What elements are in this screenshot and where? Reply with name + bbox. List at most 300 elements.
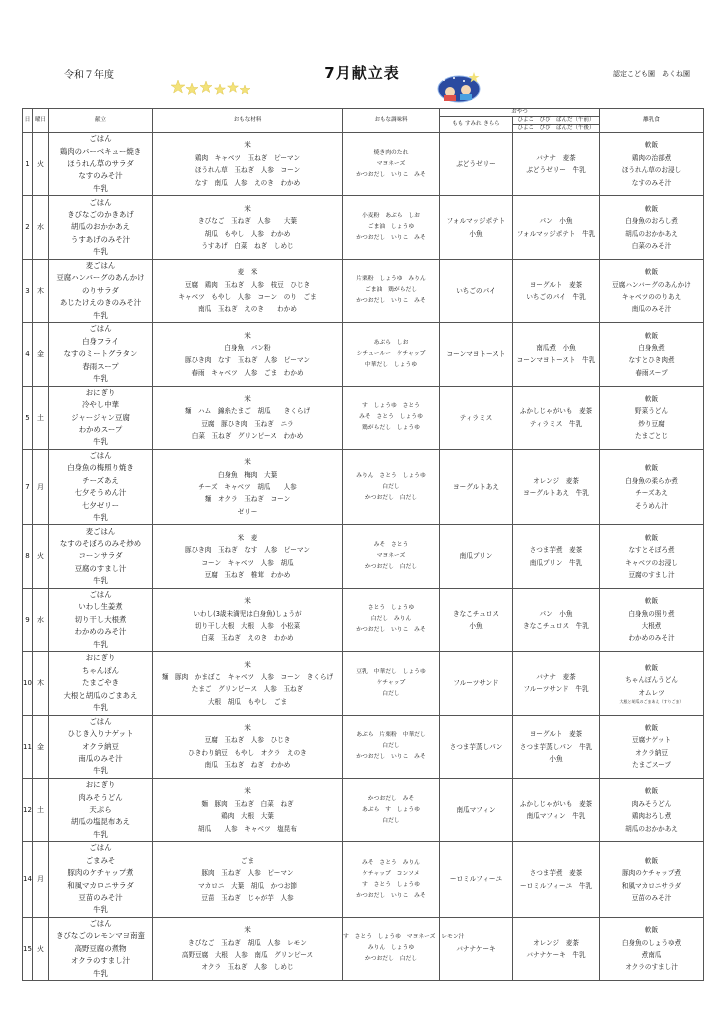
rinyu-cell-line: 鶏肉の治部煮: [631, 153, 672, 162]
rinyu-cell-line: 白菜のみそ汁: [631, 241, 672, 250]
menu-cell-line: 牛乳: [93, 576, 108, 586]
menu-cell-line: ごまみそ: [85, 855, 116, 865]
ingredients-cell-line: 麺 オクラ 玉ねぎ コーン: [204, 495, 291, 504]
menu-cell-line: ごはん: [89, 716, 112, 726]
seasonings-cell-line: あぶら 片栗粉 中華だし: [356, 732, 426, 739]
oyatsu-younger-cell: [513, 259, 600, 322]
ingredients-cell-line: 鶏肉 大根 大葉: [221, 812, 274, 821]
menu-cell: [49, 525, 153, 588]
rinyu-cell-line: 炒り豆腐: [638, 419, 665, 428]
seasonings-cell-line: す しょうゆ さとう: [362, 403, 420, 410]
seasonings-cell: [343, 133, 440, 196]
day-number: 15: [23, 917, 33, 980]
rinyu-cell-line: たまごとじ: [635, 432, 668, 441]
weekday: 金: [33, 715, 49, 778]
ingredients-cell: [153, 917, 343, 980]
seasonings-cell-line: ケチャップ: [376, 679, 406, 686]
ingredients-cell-line: いわし(3歳未満児は白身魚)しょうが: [193, 609, 302, 618]
menu-cell-line: ごはん: [89, 197, 112, 207]
menu-cell-line: ちゃんぽん: [82, 665, 119, 675]
rinyu-cell-line: 春雨スープ: [635, 368, 668, 377]
ingredients-cell-line: 春雨 キャベツ 人参 ごま わかめ: [191, 368, 304, 377]
day-number: 5: [23, 386, 33, 449]
ingredients-cell-line: コーン キャベツ 人参 胡瓜: [201, 558, 294, 567]
rinyu-cell-line: 軟飯: [644, 663, 659, 672]
star-icon: [215, 84, 226, 94]
rinyu-cell-line: 煮南瓜: [641, 950, 662, 959]
seasonings-cell-line: 白だし: [382, 743, 400, 750]
oyatsu-older-cell-line: フルーツサンド: [453, 679, 499, 688]
oyatsu-older-cell: [440, 588, 513, 651]
oyatsu-younger-cell: [513, 652, 600, 715]
seasonings-cell: [343, 652, 440, 715]
ingredients-cell-line: きびなご 玉ねぎ 胡瓜 人参 レモン: [188, 938, 307, 947]
table-row: [23, 588, 704, 651]
oyatsu-older-cell-line: ぶどうゼリー: [456, 159, 496, 168]
menu-cell: [49, 449, 153, 524]
weekday: 水: [33, 196, 49, 259]
menu-cell-line: 春雨スープ: [82, 361, 119, 371]
menu-cell-line: 白身魚の梅照り焼き: [67, 463, 134, 473]
oyatsu-older-cell-line: 小魚: [469, 621, 483, 630]
weekday: 月: [33, 449, 49, 524]
table-row: [23, 715, 704, 778]
oyatsu-older-cell-line: きなこチュロス: [453, 609, 499, 618]
oyatsu-younger-cell-line: いちごのパイ 牛乳: [526, 292, 586, 301]
rinyu-cell-line: 軟飯: [644, 464, 659, 473]
weekday: 土: [33, 778, 49, 841]
oyatsu-younger-cell-line: さつま芋煮 麦茶: [529, 869, 583, 878]
seasonings-cell: [343, 449, 440, 524]
star-icon: [240, 85, 250, 94]
oyatsu-younger-cell-line: ヨーグルト 麦茶: [529, 280, 583, 289]
menu-cell-line: おにぎり: [85, 653, 116, 663]
menu-cell: [49, 715, 153, 778]
oyatsu-younger-cell-line: 南瓜マフィン 牛乳: [526, 812, 586, 821]
oyatsu-younger-cell-line: コーンマヨトースト 牛乳: [516, 356, 596, 365]
oyatsu-older-cell-line: 南瓜マフィン: [456, 805, 496, 814]
ingredients-cell-line: うすあげ 白菜 ねぎ しめじ: [201, 241, 294, 250]
menu-cell-line: 麦ごはん: [85, 260, 116, 270]
ingredients-cell-line: 豆腐 鶏肉 玉ねぎ 人参 枝豆 ひじき: [184, 280, 311, 289]
oyatsu-younger-cell: [513, 842, 600, 917]
rinyu-cell-line: 白身魚のおろし煮: [625, 217, 678, 226]
oyatsu-younger-cell-line: 南瓜煮 小魚: [536, 343, 576, 352]
rinyu-cell-line: キャベツのお浸し: [625, 558, 678, 567]
rinyu-cell-line: オムレツ: [638, 688, 665, 697]
seasonings-cell: [343, 842, 440, 917]
oyatsu-younger-cell-line: ヨーグルト 麦茶: [529, 730, 583, 739]
ingredients-cell-line: 米: [244, 394, 251, 403]
ingredients-cell-line: 南瓜 玉ねぎ ねぎ わかめ: [204, 761, 291, 770]
ingredients-cell: [153, 652, 343, 715]
ingredients-cell-line: 鶏肉 キャベツ 玉ねぎ ピーマン: [194, 153, 301, 162]
seasonings-cell-line: 中華だし しょうゆ: [364, 361, 418, 368]
seasonings-cell-line: 焼き肉のたれ: [373, 149, 409, 156]
day-number: 7: [23, 449, 33, 524]
day-number: 1: [23, 133, 33, 196]
oyatsu-younger-cell-line: バナナ 麦茶: [536, 153, 576, 162]
menu-cell-line: いわし生姜煮: [78, 602, 123, 612]
oyatsu-older-cell-line: フォルマッジポテト: [446, 217, 506, 226]
table-row: [23, 652, 704, 715]
ingredients-cell-line: 麺 豚肉 かまぼこ キャベツ 人参 コーン きくらげ: [161, 672, 334, 681]
seasonings-cell-line: かつおだし いりこ みそ: [356, 171, 426, 178]
weekday: 火: [33, 133, 49, 196]
ingredients-cell: [153, 133, 343, 196]
rinyu-cell-line: たまごスープ: [632, 761, 671, 770]
fiscal-year: 令和７年度: [64, 70, 114, 81]
seasonings-cell-line: かつおだし みそ: [367, 795, 415, 802]
menu-cell-line: 和風マカロニサラダ: [67, 880, 134, 890]
menu-cell-line: のりサラダ: [82, 285, 119, 295]
oyatsu-younger-cell-line: フォルマッジポテト 牛乳: [516, 229, 596, 238]
rinyu-cell-line: 豆腐ハンバーグのあんかけ: [612, 280, 691, 289]
weekday: 金: [33, 323, 49, 386]
oyatsu-younger-cell: [513, 715, 600, 778]
ingredients-cell-line: 豚ひき肉 玉ねぎ なす 人参 ピーマン: [184, 546, 311, 555]
ingredients-cell: [153, 386, 343, 449]
menu-cell: [49, 917, 153, 980]
rinyu-cell-line: 野菜うどん: [635, 407, 668, 416]
oyatsu-younger-cell-line: ぶどうゼリー 牛乳: [526, 166, 586, 175]
oyatsu-younger-cell-line: パン 小魚: [539, 609, 573, 618]
weekday: 木: [33, 259, 49, 322]
menu-cell-line: たまごやき: [82, 678, 119, 688]
menu-cell-line: 七夕ゼリー: [82, 500, 119, 510]
ingredients-cell-line: キャベツ もやし 人参 コーン のり ごま: [178, 292, 317, 301]
ingredients-cell-line: 米: [244, 141, 251, 150]
menu-cell-line: 胡瓜の塩昆布あえ: [70, 817, 131, 827]
menu-cell-line: きびなごのレモンマヨ南蛮: [56, 931, 145, 941]
col-seasonings: おもな調味料: [343, 109, 440, 133]
rinyu-cell-line: キャベツののりあえ: [621, 292, 682, 301]
seasonings-cell-line: みりん さとう しょうゆ: [356, 472, 426, 479]
rinyu-cell-line: 軟飯: [644, 394, 659, 403]
ingredients-cell-line: 米: [244, 458, 251, 467]
oyatsu-younger-cell: [513, 196, 600, 259]
weekday: 土: [33, 386, 49, 449]
ingredients-cell-line: ほうれん草 玉ねぎ 人参 コーン: [194, 166, 301, 175]
rinyu-cell-line: 白身魚の照り煮: [628, 609, 675, 618]
oyatsu-younger-cell-line: きなこチュロス 牛乳: [523, 621, 589, 630]
ingredients-cell-line: 米: [244, 597, 251, 606]
rinyu-cell-line: 軟飯: [644, 597, 659, 606]
ingredients-cell-line: オクラ 玉ねぎ 人参 しめじ: [201, 963, 294, 972]
menu-cell: [49, 588, 153, 651]
seasonings-cell: [343, 196, 440, 259]
menu-cell-line: ごはん: [89, 324, 112, 334]
ingredients-cell: [153, 525, 343, 588]
oyatsu-younger-cell-line: 南瓜プリン 牛乳: [529, 558, 583, 567]
menu-cell: [49, 133, 153, 196]
oyatsu-older-cell: [440, 386, 513, 449]
oyatsu-older-cell: [440, 917, 513, 980]
rinyu-cell-line: 軟飯: [644, 856, 659, 865]
rinyu-cell-line: 軟飯: [644, 533, 659, 542]
col-rinyu: 離乳食: [600, 109, 704, 133]
seasonings-cell-line: あぶら しお: [373, 339, 409, 346]
stars-decoration: [172, 78, 252, 100]
seasonings-cell-line: マヨネーズ: [376, 553, 406, 560]
ingredients-cell: [153, 778, 343, 841]
menu-cell-line: チーズあえ: [82, 475, 119, 485]
seasonings-cell: [343, 715, 440, 778]
table-row: [23, 917, 704, 980]
seasonings-cell-line: ごま油 しょうゆ: [367, 224, 415, 231]
ingredients-cell-line: 米: [244, 204, 251, 213]
oyatsu-younger-cell-line: バナナ 麦茶: [536, 672, 576, 681]
menu-cell-line: 鶏肉のバーベキュー焼き: [59, 146, 142, 156]
ingredients-cell-line: 豚肉 玉ねぎ 人参 ピーマン: [201, 869, 294, 878]
oyatsu-younger-cell-line: オレンジ 麦茶: [533, 476, 579, 485]
seasonings-cell: [343, 386, 440, 449]
ingredients-cell-line: マカロニ 大葉 胡瓜 かつお節: [198, 881, 297, 890]
oyatsu-older-cell: [440, 525, 513, 588]
menu-cell-line: 麦ごはん: [85, 526, 116, 536]
ingredients-cell-line: 豚ひき肉 なす 玉ねぎ 人参 ピーマン: [184, 356, 311, 365]
col-weekday: 曜日: [33, 109, 49, 133]
table-row: [23, 525, 704, 588]
rinyu-cell: [600, 715, 704, 778]
table-row: [23, 196, 704, 259]
seasonings-cell-line: かつおだし 白だし: [364, 956, 418, 963]
rinyu-cell: [600, 842, 704, 917]
seasonings-cell-line: かつおだし いりこ みそ: [356, 298, 426, 305]
seasonings-cell-line: 片栗粉 しょうゆ みりん: [356, 276, 426, 283]
oyatsu-younger-cell-line: 小魚: [549, 754, 563, 763]
menu-cell-line: 牛乳: [93, 373, 108, 383]
oyatsu-older-cell-line: いちごのパイ: [456, 286, 496, 295]
ingredients-cell-line: 白身魚 パン粉: [224, 343, 271, 352]
day-number: 8: [23, 525, 33, 588]
oyatsu-older-cell-line: 南瓜プリン: [459, 552, 493, 561]
school-name: 認定こども園 あくね園: [613, 70, 690, 78]
seasonings-cell-line: 白だし: [382, 690, 400, 697]
rinyu-cell-line: 白身魚のしょうゆ煮: [621, 938, 682, 947]
menu-cell-line: 大根と胡瓜のごまあえ: [63, 690, 138, 700]
rinyu-cell-line: 軟飯: [644, 926, 659, 935]
rinyu-cell-line: 鶏肉おろし煮: [631, 812, 672, 821]
seasonings-cell-line: 白だし: [382, 817, 400, 824]
col-ingredients: おもな材料: [153, 109, 343, 133]
menu-cell-line: おにぎり: [85, 387, 116, 397]
day-number: 11: [23, 715, 33, 778]
oyatsu-younger-cell-line: ふかしじゃがいも 麦茶: [519, 799, 593, 808]
rinyu-cell: [600, 778, 704, 841]
ingredients-cell-line: 豆腐 玉ねぎ 椎茸 わかめ: [204, 570, 291, 579]
col-oyatsu-younger-am: ひよこ ぴぴ ぱんだ（午前）: [513, 117, 600, 125]
seasonings-cell-line: かつおだし 白だし: [364, 564, 418, 571]
star-icon: [200, 81, 212, 93]
rinyu-cell: [600, 652, 704, 715]
seasonings-cell-line: かつおだし いりこ みそ: [356, 892, 426, 899]
seasonings-cell-line: かつおだし 白だし: [364, 494, 418, 501]
seasonings-cell-line: さとう しょうゆ: [367, 605, 415, 612]
rinyu-cell-line: 胡瓜のおかかあえ: [625, 229, 678, 238]
rinyu-cell-line: 軟飯: [644, 723, 659, 732]
menu-cell-line: 豆腐のすまし汁: [74, 563, 127, 573]
oyatsu-younger-cell-line: さつま芋煮 麦茶: [529, 546, 583, 555]
oyatsu-younger-cell-line: ふかしじゃがいも 麦茶: [519, 407, 593, 416]
rinyu-cell-line: なすとひき肉煮: [628, 356, 675, 365]
menu-cell-line: ほうれん草のサラダ: [67, 158, 134, 168]
ingredients-cell-line: 米: [244, 926, 251, 935]
ingredients-cell-line: 麺 ハム 錦糸たまご 胡瓜 きくらげ: [184, 407, 311, 416]
oyatsu-older-cell: [440, 449, 513, 524]
day-number: 14: [23, 842, 33, 917]
ingredients-cell-line: 米: [244, 660, 251, 669]
ingredients-cell: [153, 259, 343, 322]
rinyu-cell-line: 白身魚の柔らか煮: [625, 476, 678, 485]
rinyu-cell: [600, 323, 704, 386]
menu-cell-line: うすあげのみそ汁: [70, 234, 131, 244]
ingredients-cell: [153, 196, 343, 259]
ingredients-cell-line: 大根 胡瓜 もやし ごま: [207, 697, 288, 706]
rinyu-cell-line: なすとそぼろ煮: [628, 546, 675, 555]
menu-cell-line: コーンサラダ: [78, 551, 123, 561]
seasonings-cell-line: す さとう しょうゆ マヨネーズ レモン汁: [343, 934, 465, 941]
menu-cell: [49, 652, 153, 715]
oyatsu-older-cell-line: 小魚: [469, 229, 483, 238]
menu-cell-line: わかめスープ: [78, 424, 123, 434]
col-menu: 献立: [49, 109, 153, 133]
ingredients-cell-line: 切り干し大根 大根 人参 小松菜: [194, 621, 301, 630]
ingredients-cell: [153, 588, 343, 651]
seasonings-cell-line: かつおだし いりこ みそ: [356, 627, 426, 634]
seasonings-cell-line: 白だし: [382, 483, 400, 490]
ingredients-cell-line: チーズ キャベツ 胡瓜 人参: [198, 482, 297, 491]
oyatsu-younger-cell-line: フルーツサンド 牛乳: [523, 685, 589, 694]
rinyu-cell-line: なすのみそ汁: [631, 178, 672, 187]
oyatsu-younger-cell: [513, 917, 600, 980]
col-oyatsu-older: もも すみれ きらら: [440, 117, 513, 133]
weekday: 水: [33, 588, 49, 651]
table-row: [23, 133, 704, 196]
ingredients-cell-line: ゼリー: [237, 507, 258, 516]
menu-cell-line: 豆腐ハンバーグのあんかけ: [56, 273, 145, 283]
menu-cell-line: ごはん: [89, 134, 112, 144]
menu-cell-line: 冷やし中華: [82, 400, 119, 410]
oyatsu-younger-cell: [513, 386, 600, 449]
ingredients-cell-line: 麺 豚肉 玉ねぎ 白菜 ねぎ: [201, 799, 294, 808]
star-icon: [171, 80, 185, 93]
ingredients-cell: [153, 449, 343, 524]
rinyu-cell-line: 大根煮: [641, 621, 662, 630]
menu-cell-line: 切り干し大根煮: [74, 614, 127, 624]
menu-cell: [49, 778, 153, 841]
seasonings-cell-line: みそ さとう しょうゆ: [359, 414, 423, 421]
seasonings-cell: [343, 588, 440, 651]
rinyu-cell-line: 軟飯: [644, 204, 659, 213]
menu-cell-line: 豚肉のケチャップ煮: [67, 868, 134, 878]
seasonings-cell-line: マヨネーズ: [376, 160, 406, 167]
oyatsu-older-cell: [440, 196, 513, 259]
menu-cell-line: 牛乳: [93, 829, 108, 839]
rinyu-cell-line: そうめん汁: [635, 501, 668, 510]
oyatsu-older-cell: [440, 133, 513, 196]
weekday: 火: [33, 525, 49, 588]
oyatsu-older-cell: [440, 715, 513, 778]
seasonings-cell-line: みりん しょうゆ: [367, 945, 415, 952]
seasonings-cell-line: 豆乳 中華だし しょうゆ: [356, 668, 426, 675]
rinyu-cell-line: 豆腐のすまし汁: [628, 570, 675, 579]
menu-cell-line: 牛乳: [93, 905, 108, 915]
menu-cell-line: ごはん: [89, 450, 112, 460]
menu-cell-line: ひじき入りナゲット: [67, 729, 134, 739]
menu-cell-line: 豆苗のみそ汁: [78, 892, 123, 902]
tanabata-illustration: [436, 70, 482, 104]
rinyu-cell: [600, 259, 704, 322]
seasonings-cell-line: シチュールー ケチャップ: [356, 350, 426, 357]
ingredients-cell-line: 白身魚 梅肉 大葉: [217, 470, 278, 479]
rinyu-cell: [600, 525, 704, 588]
seasonings-cell: [343, 259, 440, 322]
menu-cell-line: 白身フライ: [82, 336, 119, 346]
seasonings-cell-line: かつおだし いりこ みそ: [356, 235, 426, 242]
menu-cell-line: 牛乳: [93, 310, 108, 320]
menu-cell-line: 牛乳: [93, 247, 108, 257]
rinyu-cell-line: 豚肉のケチャップ煮: [622, 869, 681, 878]
menu-cell-line: 牛乳: [93, 512, 108, 522]
col-oyatsu-younger-pm: ひよこ ぴぴ ぱんだ（午後）: [513, 125, 600, 133]
seasonings-cell: [343, 778, 440, 841]
rinyu-cell: [600, 386, 704, 449]
rinyu-cell-line: 豆腐ナゲット: [631, 736, 672, 745]
menu-cell-line: 胡瓜のおかかあえ: [70, 222, 131, 232]
menu-cell-line: オクラのすまし汁: [71, 956, 130, 966]
weekday: 火: [33, 917, 49, 980]
day-number: 3: [23, 259, 33, 322]
menu-cell-line: 牛乳: [93, 639, 108, 649]
oyatsu-older-cell-line: バナナケーキ: [456, 944, 496, 953]
menu-cell-line: あじたけえのきのみそ汁: [59, 298, 142, 308]
seasonings-cell-line: す さとう しょうゆ: [362, 881, 420, 888]
ingredients-cell-line: 南瓜 玉ねぎ えのき わかめ: [198, 305, 297, 314]
seasonings-cell-line: かつおだし いりこ みそ: [356, 754, 426, 761]
ingredients-cell-line: たまご グリンピース 人参 玉ねぎ: [191, 685, 304, 694]
menu-cell-line: 牛乳: [93, 702, 108, 712]
menu-cell: [49, 323, 153, 386]
ingredients-cell-line: 米 麦: [237, 533, 258, 542]
menu-cell-line: なすのみそ汁: [78, 171, 123, 181]
oyatsu-older-cell: [440, 778, 513, 841]
oyatsu-younger-cell-line: さつま芋蒸しパン 牛乳: [519, 742, 593, 751]
ingredients-cell-line: 豆苗 玉ねぎ じゃが芋 人参: [201, 893, 294, 902]
oyatsu-younger-cell-line: オレンジ 麦茶: [533, 938, 579, 947]
page-title: 7月献立表: [324, 64, 400, 82]
menu-cell-line: なすのそぼろのみそ炒め: [59, 538, 142, 548]
table-row: [23, 323, 704, 386]
oyatsu-younger-cell: [513, 449, 600, 524]
menu-table: [22, 108, 704, 981]
oyatsu-younger-cell-line: パン 小魚: [539, 217, 573, 226]
oyatsu-older-cell-line: コーンマヨトースト: [446, 350, 506, 359]
rinyu-cell-line: オクラ納豆: [635, 748, 668, 757]
rinyu-cell-line: ほうれん草のお浸し: [621, 166, 682, 175]
seasonings-cell-line: ケチャップ コンソメ: [362, 870, 420, 877]
ingredients-cell-line: 高野豆腐 大根 人参 南瓜 グリンピース: [181, 950, 314, 959]
menu-cell-line: 天ぷら: [89, 804, 112, 814]
rinyu-cell-line: 軟飯: [644, 268, 659, 277]
menu-cell-line: 牛乳: [93, 968, 108, 978]
menu-cell-line: ごはん: [89, 843, 112, 853]
oyatsu-younger-cell-line: バナナケーキ 牛乳: [526, 950, 586, 959]
ingredients-cell: [153, 715, 343, 778]
rinyu-cell-line: ちゃんぽんうどん: [625, 676, 678, 685]
ingredients-cell-line: 米: [244, 787, 251, 796]
weekday: 月: [33, 842, 49, 917]
